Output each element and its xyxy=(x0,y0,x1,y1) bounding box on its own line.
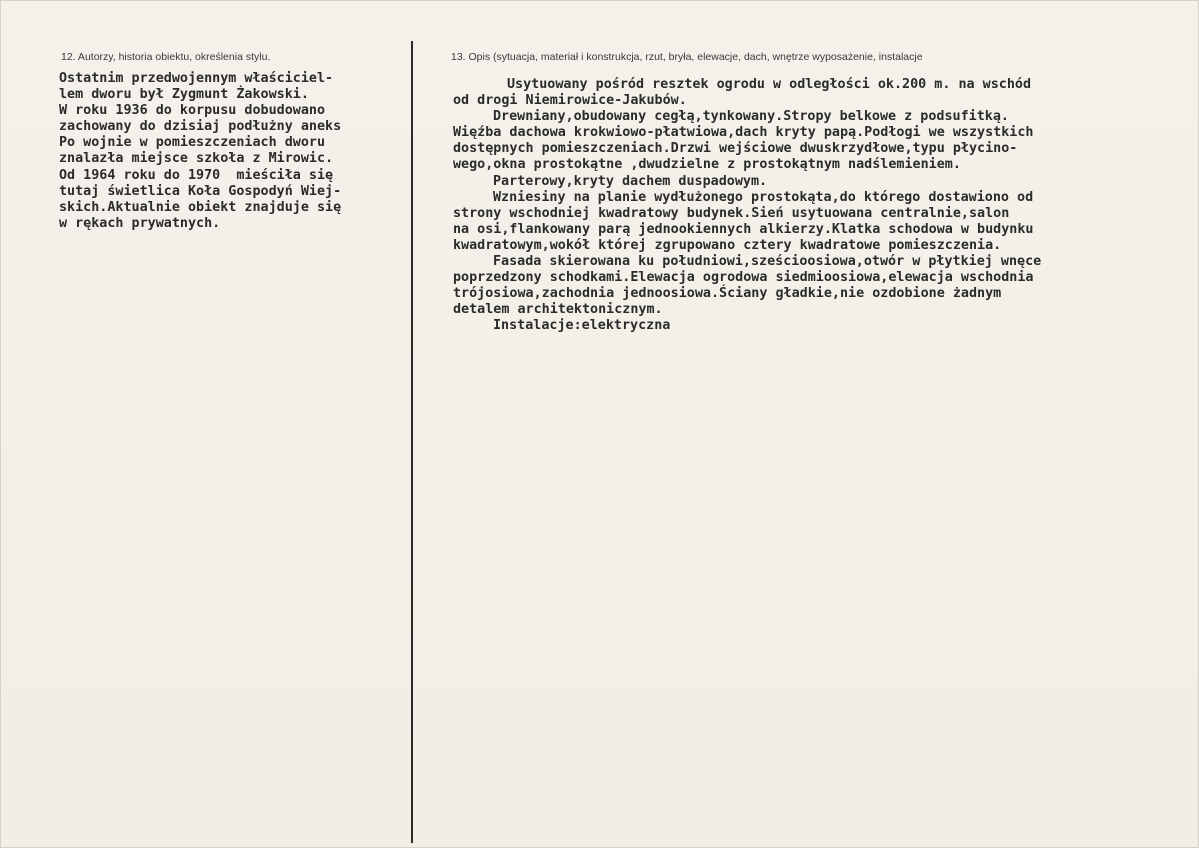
text-line: wego,okna prostokątne ,dwudzielne z prostokątnym nadślemieniem. xyxy=(453,157,961,173)
text-line: znalazła miejsce szkoła z Mirowic. xyxy=(59,151,334,167)
text-line: poprzedzony schodkami.Elewacja ogrodowa siedmioosiowa,elewacja wschodnia xyxy=(453,270,1034,286)
text-line: trójosiowa,zachodnia jednoosiowa.Ściany gładkie,nie ozdobione żadnym xyxy=(453,286,1002,302)
text-line: tutaj świetlica Koła Gospodyń Wiej- xyxy=(59,183,342,199)
section-13-text xyxy=(453,77,1193,335)
text-line: Więźba dachowa krokwiowo-płatwiowa,dach kryty papą.Podłogi we wszystkich xyxy=(453,125,1034,141)
text-line: Instalacje:elektryczna xyxy=(493,318,671,334)
text-line: kwadratowym,wokół której zgrupowano cztery kwadratowe pomieszczenia. xyxy=(453,237,1002,253)
text-line: detalem architektonicznym. xyxy=(453,302,663,318)
text-line: na osi,flankowany parą jednookiennych alkierzy.Klatka schodowa w budynku xyxy=(453,221,1034,237)
section-12-heading: 12. Autorzy, historia obiektu, określenia stylu. xyxy=(61,51,271,63)
text-line: Drewniany,obudowany cegłą,tynkowany.Stropy belkowe z podsufitką. xyxy=(493,109,1009,125)
text-line: Ostatnim przedwojennym właściciel- xyxy=(59,71,334,86)
text-line: Parterowy,kryty dachem duspadowym. xyxy=(493,173,768,189)
text-line: zachowany do dzisiaj podłużny aneks xyxy=(59,119,342,135)
text-line: dostępnych pomieszczeniach.Drzwi wejściowe dwuskrzydłowe,typu płycino- xyxy=(453,141,1018,157)
section-12-text xyxy=(59,71,409,232)
text-line: lem dworu był Zygmunt Żakowski. xyxy=(59,87,309,103)
text-line: strony wschodniej kwadratowy budynek.Sień usytuowana centralnie,salon xyxy=(453,205,1010,221)
text-line: Fasada skierowana ku południowi,sześcioosiowa,otwór w płytkiej wnęce xyxy=(493,254,1042,270)
section-13-heading: 13. Opis (sytuacja, materiał i konstrukcja, rzut, bryła, elewacje, dach, wnętrze wyposażenie, instalacje xyxy=(451,51,923,63)
text-line: Usytuowany pośród resztek ogrodu w odległości ok.200 m. na wschód xyxy=(507,77,1032,92)
text-line: w rękach prywatnych. xyxy=(59,215,221,231)
text-line: Od 1964 roku do 1970 mieściła się xyxy=(59,167,334,183)
column-divider xyxy=(411,41,413,843)
text-line: Po wojnie w pomieszczeniach dworu xyxy=(59,135,326,151)
text-line: skich.Aktualnie obiekt znajduje się xyxy=(59,199,342,215)
text-line: od drogi Niemirowice-Jakubów. xyxy=(453,93,687,109)
text-line: W roku 1936 do korpusu dobudowano xyxy=(59,103,326,119)
text-line: Wzniesiny na planie wydłużonego prostokąta,do którego dostawiono od xyxy=(493,189,1034,205)
